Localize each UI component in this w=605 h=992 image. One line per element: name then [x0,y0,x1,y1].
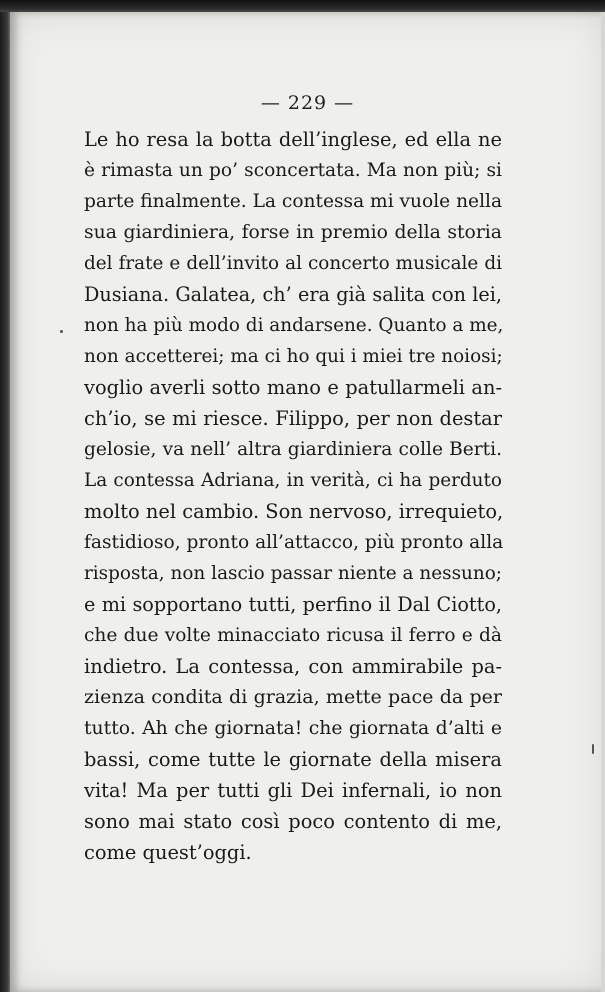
text-line: indietro. La contessa, con ammirabile pa- [84,655,502,678]
paper-speck [60,330,63,333]
text-line: La contessa Adriana, in verità, ci ha perduto [84,470,502,491]
page-right-edge [601,12,605,992]
text-line: bassi, come tutte le giornate della misera [84,748,502,771]
text-line: del frate e dell’invito al concerto musicale di [84,253,502,274]
text-line: ch’io, se mi riesce. Filippo, per non destar [84,407,502,430]
text-line: risposta, non lascio passar niente a nessuno; [84,563,502,584]
text-line: molto nel cambio. Son nervoso, irrequieto, [84,500,504,523]
book-page [10,12,605,992]
text-line: non accetterei; ma ci ho qui i miei tre noiosi; [84,346,503,367]
body-text [84,124,502,868]
text-line: vita! Ma per tutti gli Dei infernali, io non [84,779,502,802]
text-line: tutto. Ah che giornata! che giornata d’alti e [84,718,502,739]
page-number: — 229 — [260,92,355,114]
text-line: sua giardiniera, forse in premio della storia [84,222,502,243]
text-line: fastidioso, pronto all’attacco, più pronto alla [84,532,504,553]
paper-speck [592,744,594,754]
text-line: che due volte minacciato ricusa il ferro e dà [84,625,502,646]
text-line: sono mai stato così poco contento di me, [84,810,502,833]
text-line: è rimasta un po’ sconcertata. Ma non più; si [84,160,502,181]
text-line: voglio averli sotto mano e patullarmeli an- [84,376,502,399]
text-line: Le ho resa la botta dell’inglese, ed ella ne [84,128,502,151]
text-line-last: come quest’oggi. [84,841,252,864]
text-line: parte finalmente. La contessa mi vuole nella [84,191,503,212]
text-line: zienza condita di grazia, mette pace da per [84,686,502,708]
text-line: e mi sopportano tutti, perfino il Dal Ciotto, [84,593,502,616]
text-line: gelosie, va nell’ altra giardiniera colle Berti. [84,439,502,460]
text-line: non ha più modo di andarsene. Quanto a me, [84,315,504,336]
text-line: Dusiana. Galatea, ch’ era già salita con lei, [84,283,502,306]
